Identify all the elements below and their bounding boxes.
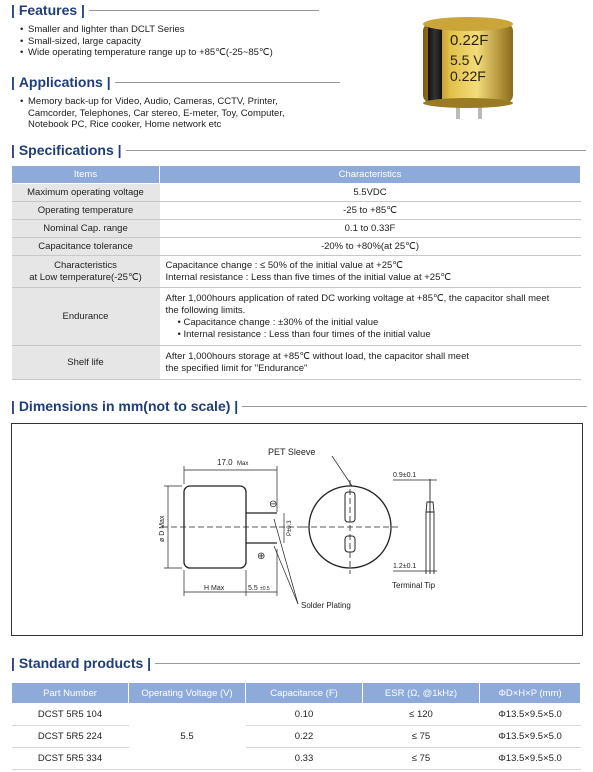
table-row: Maximum operating voltage 5.5VDC bbox=[12, 184, 581, 202]
capacitor-image bbox=[418, 15, 518, 123]
table-row: Endurance After 1,000hours application of rated DC working voltage at +85℃, the capacitor shall meet the following limits. • Capacitance change : ±30% of the initial value • Internal resistance : Less than four times of the initial value bbox=[12, 288, 581, 346]
table-row: DCST 5R5 224 0.22 ≤ 75 Φ13.5×9.5×5.0 bbox=[12, 726, 581, 748]
length-unit: Max bbox=[237, 461, 249, 467]
dimensions-heading: | Dimensions in mm(not to scale) | bbox=[11, 398, 587, 414]
solder-label: Solder Plating bbox=[301, 601, 351, 610]
minus-symbol: ⊖ bbox=[269, 499, 278, 510]
hmax-label: H Max bbox=[204, 585, 225, 592]
list-item: • Memory back-up for Video, Audio, Cameras, CCTV, Printer, Camcorder, Telephones, Car stereo, E-meter, Toy, Computer, Notebook PC, Rice cooker, Home network etc bbox=[20, 96, 285, 131]
table-row: Shelf life After 1,000hours storage at +85℃ without load, the capacitor shall meet the specified limit for "Endurance" bbox=[12, 346, 581, 380]
table-header: Items bbox=[12, 166, 160, 184]
list-item: • Wide operating temperature range up to +85℃(-25~85℃) bbox=[20, 47, 273, 59]
lead-tol-label: ±0.5 bbox=[260, 586, 270, 592]
table-header: ESR (Ω, @1kHz) bbox=[363, 683, 480, 704]
specifications-table bbox=[11, 165, 581, 380]
dimension-drawing bbox=[12, 424, 582, 635]
table-header: Characteristics bbox=[160, 166, 581, 184]
table-row: DCST 5R5 334 0.33 ≤ 75 Φ13.5×9.5×5.0 bbox=[12, 748, 581, 770]
table-header: Part Number bbox=[12, 683, 129, 704]
products-table bbox=[11, 682, 581, 770]
table-row: Nominal Cap. range 0.1 to 0.33F bbox=[12, 220, 581, 238]
list-item: • Smaller and lighter than DCLT Series bbox=[20, 24, 273, 36]
table-header: Capacitance (F) bbox=[246, 683, 363, 704]
diameter-label: ø D Max bbox=[159, 515, 166, 542]
table-row: Operating temperature -25 to +85℃ bbox=[12, 202, 581, 220]
terminal-tip-label: Terminal Tip bbox=[392, 581, 436, 590]
tip-width-label: 0.9±0.1 bbox=[393, 472, 417, 479]
cap-text-2: 5.5 V bbox=[450, 52, 483, 68]
length-value: 17.0 bbox=[217, 458, 233, 467]
features-heading: | Features | bbox=[11, 2, 319, 18]
products-title: Standard products bbox=[18, 655, 144, 671]
applications-list bbox=[20, 96, 285, 131]
products-heading: | Standard products | bbox=[11, 655, 580, 671]
table-header: Operating Voltage (V) bbox=[129, 683, 246, 704]
list-item: • Small-sized, large capacity bbox=[20, 36, 273, 48]
specifications-title: Specifications bbox=[18, 142, 114, 158]
cap-text-1: 0.22F bbox=[450, 32, 489, 49]
pet-sleeve-label: PET Sleeve bbox=[268, 447, 316, 457]
tip-height-label: 1.2±0.1 bbox=[393, 563, 417, 570]
pitch-label: P±0.3 bbox=[287, 520, 293, 536]
applications-heading: | Applications | bbox=[11, 74, 340, 90]
lead-label: 5.5 bbox=[248, 585, 258, 592]
cap-text-3: 0.22F bbox=[450, 68, 486, 84]
dimension-drawing-box bbox=[11, 423, 583, 636]
plus-symbol: ⊕ bbox=[257, 551, 266, 562]
table-row: Capacitance tolerance -20% to +80%(at 25℃) bbox=[12, 238, 581, 256]
table-row: DCST 5R5 104 5.5 0.10 ≤ 120 Φ13.5×9.5×5.0 bbox=[12, 704, 581, 726]
specifications-heading: | Specifications | bbox=[11, 142, 586, 158]
applications-title: Applications bbox=[18, 74, 103, 90]
features-title: Features bbox=[18, 2, 78, 18]
table-row: Characteristics at Low temperature(-25℃) Capacitance change : ≤ 50% of the initial value at +25℃ Internal resistance : Less than five times of the initial value at +25℃ bbox=[12, 256, 581, 288]
table-header: ΦD×H×P (mm) bbox=[480, 683, 581, 704]
dimensions-title: Dimensions in mm(not to scale) bbox=[18, 398, 231, 414]
features-list bbox=[20, 24, 273, 59]
